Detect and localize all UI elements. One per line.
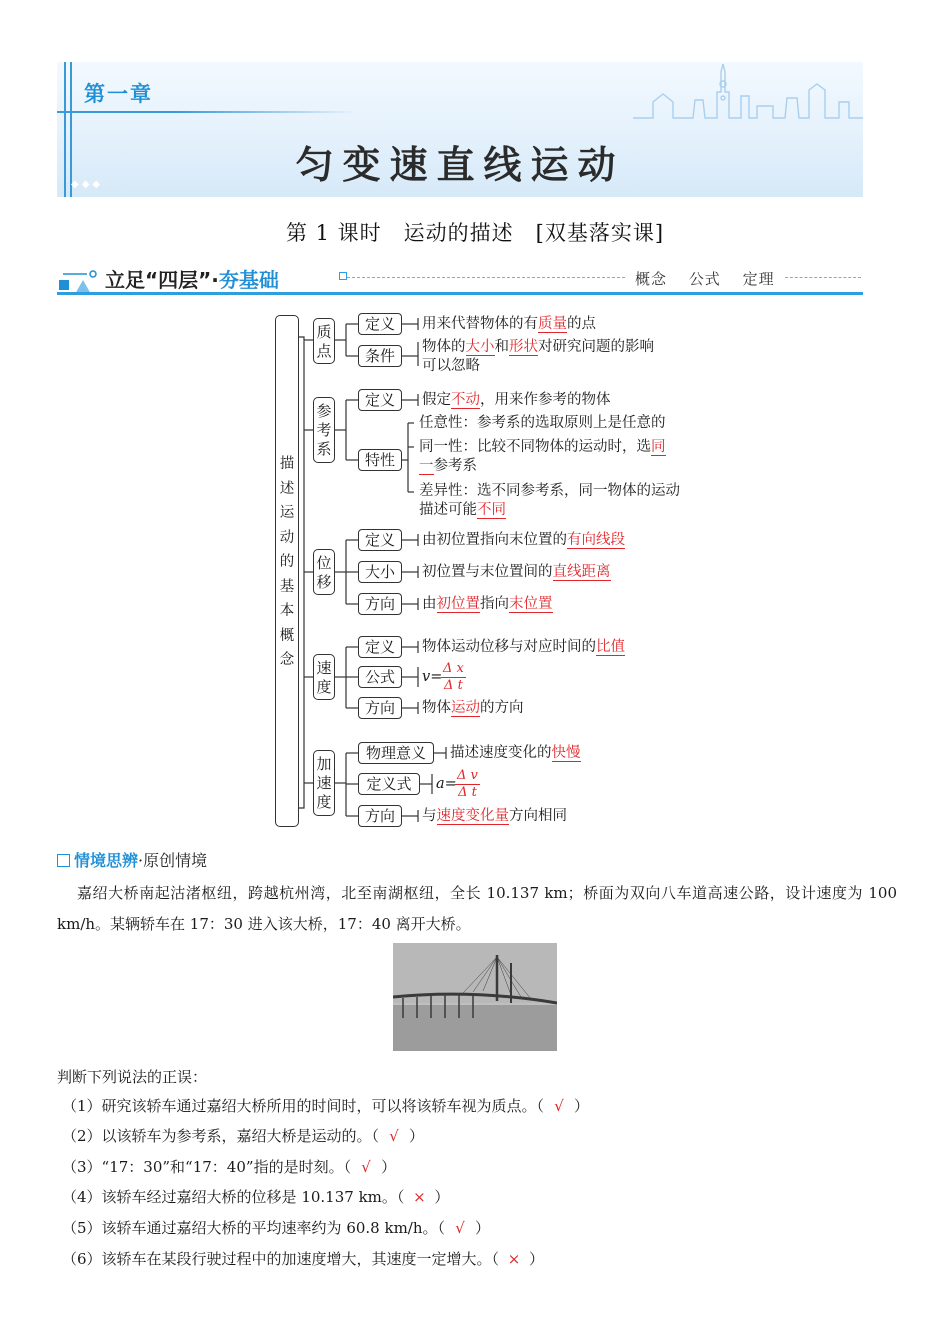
answer-key: 初位置	[436, 596, 480, 612]
label-box: 定义	[358, 529, 402, 551]
answer-mark: ×	[507, 1250, 521, 1268]
tag-formula: 公式	[688, 270, 721, 288]
banner-diamonds: ◆◆◆	[71, 179, 104, 190]
answer-key: 运动	[451, 700, 480, 716]
answer-key: 不同	[477, 502, 506, 518]
velocity-direction: 物体运动的方向	[422, 700, 524, 716]
answer-key: 大小	[465, 339, 495, 355]
branch-acceleration: 加速度	[313, 750, 335, 816]
answer-mark: √	[389, 1127, 399, 1145]
label-box: 定义	[358, 389, 402, 411]
answer-mark: √	[554, 1097, 564, 1115]
label-box: 定义	[358, 636, 402, 658]
label-box: 公式	[358, 666, 402, 688]
judge-intro: 判断下列说法的正误：	[57, 1068, 208, 1086]
answer-key: 直线距离	[552, 564, 611, 580]
acceleration-fraction: $\frac{\text{Δ v}}{\text{Δ t}}$	[457, 768, 478, 800]
answer-mark: √	[455, 1219, 465, 1237]
label-box: 定义式	[358, 773, 420, 795]
statement-3: （3）“17：30”和“17：40”指的是时刻。（ √ ）	[62, 1158, 397, 1176]
label-box: 定义	[358, 313, 402, 335]
scenario-paragraph: 嘉绍大桥南起沽渚枢纽，跨越杭州湾，北至南湖枢纽，全长 10.137 km；桥面为双向八车道高速公路，设计速度为 100 km/h。某辆轿车在 17：30 进入该大桥，17：40 离开大桥。	[57, 884, 897, 933]
chapter-title: 匀变速直线运动	[295, 142, 625, 187]
label-box: 大小	[358, 561, 402, 583]
lesson-title: 第 1 课时 运动的描述 [双基落实课]	[285, 221, 665, 245]
concept-root	[275, 315, 299, 827]
acceleration-meaning: 描述速度变化的快慢	[450, 745, 581, 761]
displacement-definition: 由初位置指向末位置的有向线段	[422, 532, 625, 548]
label-box: 方向	[358, 805, 402, 827]
answer-key: 有向线段	[567, 532, 625, 548]
branch-velocity: 速度	[313, 654, 335, 700]
section-title-prefix: 立足“四层”·	[105, 268, 219, 292]
section-title-highlight: 夯基础	[218, 268, 279, 292]
velocity-fraction: $\frac{\text{Δ x}}{\text{Δ t}}$	[443, 661, 464, 693]
label-box: 特性	[358, 449, 402, 471]
frame-difference-line2: 描述可能不同	[419, 502, 506, 518]
frame-same-line2: 一参考系	[419, 458, 477, 474]
label-box: 方向	[358, 593, 402, 615]
answer-key: 不动	[451, 392, 480, 408]
answer-key: 快慢	[551, 745, 581, 761]
frame-definition: 假定不动，用来作参考的物体	[422, 392, 611, 408]
bridge-photo	[393, 943, 557, 1051]
label-box: 方向	[358, 697, 402, 719]
particle-condition: 物体的大小和形状对研究问题的影响	[422, 339, 654, 355]
acceleration-formula-lhs: a=	[436, 776, 457, 792]
concept-root-label: 描述运动的基本概念	[279, 456, 295, 668]
displacement-magnitude: 初位置与末位置间的直线距离	[422, 564, 611, 580]
particle-definition: 用来代替物体的有质量的点	[422, 316, 596, 332]
branch-displacement: 位移	[313, 549, 335, 595]
particle-condition-line2: 可以忽略	[422, 358, 480, 374]
scenario-heading: 情境思辨·原创情境	[57, 848, 207, 871]
answer-key: 形状	[509, 339, 538, 355]
chapter-label: 第一章	[84, 82, 153, 106]
statement-5: （5）该轿车通过嘉绍大桥的平均速率约为 60.8 km/h。（ √ ）	[62, 1219, 491, 1237]
displacement-direction: 由初位置指向末位置	[422, 596, 553, 612]
tag-concept: 概念	[635, 270, 668, 288]
answer-key: 比值	[596, 639, 625, 655]
frame-same: 同一性：比较不同物体的运动时，选同	[419, 439, 666, 455]
acceleration-direction: 与速度变化量方向相同	[422, 808, 567, 824]
frame-difference: 差异性：选不同参考系，同一物体的运动	[419, 483, 680, 499]
statement-6: （6）该轿车在某段行驶过程中的加速度增大，其速度一定增大。（ × ）	[62, 1250, 545, 1268]
label-box: 物理意义	[358, 742, 434, 764]
velocity-formula-lhs: v=	[422, 669, 443, 685]
answer-key: 末位置	[509, 596, 553, 612]
branch-reference-frame: 参考系	[313, 397, 335, 463]
answer-key: 速度变化量	[436, 808, 509, 824]
bridge-image	[393, 943, 557, 1051]
answer-key: 同	[651, 439, 666, 455]
branch-particle: 质点	[313, 318, 335, 364]
checkbox-icon	[57, 854, 70, 867]
label-box: 条件	[358, 345, 402, 367]
answer-mark: √	[361, 1158, 371, 1176]
statement-4: （4）该轿车经过嘉绍大桥的位移是 10.137 km。（ × ）	[62, 1188, 450, 1206]
statement-1: （1）研究该轿车通过嘉绍大桥所用的时间时，可以将该轿车视为质点。（ √ ）	[62, 1097, 590, 1115]
tag-theorem: 定理	[742, 270, 775, 288]
answer-mark: ×	[413, 1188, 426, 1206]
answer-key: 一	[419, 458, 434, 474]
frame-arbitrary: 任意性：参考系的选取原则上是任意的	[419, 415, 666, 431]
answer-key: 质量	[538, 316, 567, 332]
velocity-definition: 物体运动位移与对应时间的比值	[422, 639, 625, 655]
statement-2: （2）以该轿车为参考系，嘉绍大桥是运动的。（ √ ）	[62, 1127, 425, 1145]
